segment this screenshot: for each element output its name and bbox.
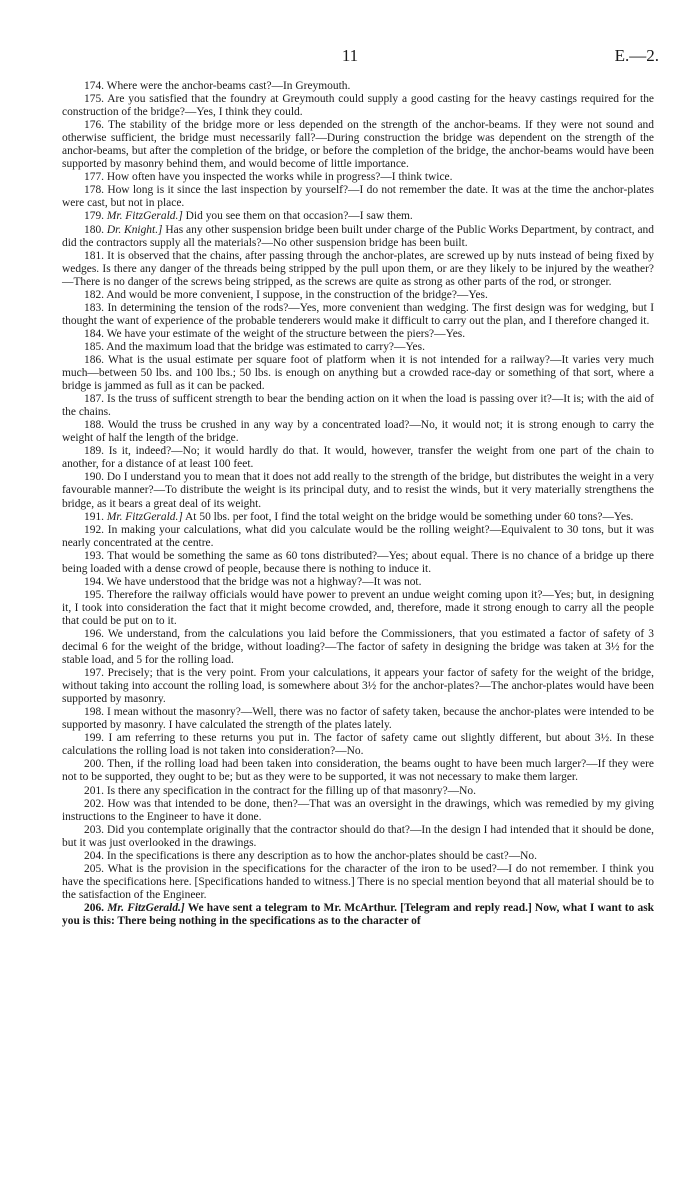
entry-number: 190. <box>84 471 105 484</box>
entry-number: 194. <box>84 575 105 588</box>
testimony-entry <box>62 341 654 354</box>
document-reference: E.—2. <box>614 46 659 65</box>
entry-text: Do I understand you to mean that it does not add really to the strength of the bridge, but distributes the weight in a very favourable manner?—To distribute the weight is its principal duty, and to resist the winds, but it very materially strengthens the bridge, as it bears a great deal of its weight. <box>62 471 654 510</box>
entry-number: 184. <box>84 327 105 340</box>
speaker-label: Mr. FitzGerald.] <box>107 901 185 914</box>
entry-number: 195. <box>84 588 105 601</box>
entry-number: 204. <box>84 849 105 862</box>
testimony-entry <box>62 667 654 706</box>
testimony-entry <box>62 393 654 419</box>
entry-text: The stability of the bridge more or less depended on the strength of the anchor-beams. If they were not sound and otherwise sufficient, the bridge must necessarily fall?—During construction the bridge was dependent on the strength of the anchor-beams, but after the completion of the bridge, or before the completion of the bridge, the anchor-beams would have been supported by masonry behind them, and would become of little importance. <box>62 119 654 171</box>
entry-number: 192. <box>84 523 105 536</box>
testimony-entry <box>62 628 654 667</box>
entry-text: And the maximum load that the bridge was estimated to carry?—Yes. <box>106 340 425 353</box>
testimony-entry <box>62 224 654 250</box>
entry-text: That would be something the same as 60 tons distributed?—Yes; about equal. There is no chance of a bridge up there being loaded with a dense crowd of people, because there is nothing to induce it. <box>62 549 654 575</box>
entry-number: 203. <box>84 823 105 836</box>
entry-number: 193. <box>84 549 105 562</box>
entry-number: 180. <box>84 223 105 236</box>
testimony-entry <box>62 850 654 863</box>
entry-number: 201. <box>84 784 105 797</box>
entry-number: 196. <box>84 627 105 640</box>
testimony-entry <box>62 419 654 445</box>
entry-text: What is the usual estimate per square foot of platform when it is not intended for a railway?—It varies very much much—between 50 lbs. and 100 lbs.; 50 lbs. is enough on anything but a crowded race-day or something of that sort, where a bridge is jammed as full as it can be packed. <box>62 353 655 393</box>
entry-number: 206. <box>84 901 105 914</box>
entry-text: How was that intended to be done, then?—That was an oversight in the drawings, which was remedied by my giving instructions to the Engineer to have it done. <box>62 797 655 823</box>
testimony-entry <box>62 119 654 171</box>
testimony-entry <box>62 302 654 328</box>
entry-text: How often have you inspected the works while in progress?—I think twice. <box>106 171 453 184</box>
speaker-label: Mr. FitzGerald.] <box>106 210 183 223</box>
entry-text: Is the truss of sufficent strength to bear the bending action on it when the load is passing over it?—It is; with the aid of the chains. <box>62 393 654 419</box>
entry-text: Is it, indeed?—No; it would hardly do that. It would, however, transfer the weight from one part of the chain to another, for a distance of at least 100 feet. <box>62 445 655 471</box>
testimony-entry <box>62 524 654 550</box>
entry-number: 198. <box>84 706 105 719</box>
entry-text: And would be more convenient, I suppose, in the construction of the bridge?—Yes. <box>106 288 488 301</box>
testimony-entry <box>62 289 654 302</box>
entry-text: Precisely; that is the very point. From your calculations, it appears your factor of safety for the weight of the bridge, without taking into account the rolling load, is somewhere about 3½ for the anchor-plates?—The anchor-plates would have been supported by masonry. <box>62 667 654 706</box>
entry-text: At 50 lbs. per foot, I find the total weight on the bridge would be something under 60 tons?—Yes. <box>185 510 634 523</box>
testimony-entry <box>62 589 654 628</box>
entry-number: 191. <box>84 510 105 523</box>
testimony-entry <box>62 902 654 928</box>
entry-number: 182. <box>84 288 105 301</box>
entry-text: We have sent a telegram to Mr. McArthur. [Telegram and reply read.] Now, what I want to ask you is this: There being nothing in the specifications as to the character of <box>62 901 655 927</box>
testimony-entry <box>62 210 654 223</box>
testimony-entry <box>62 576 654 589</box>
entry-text: Therefore the railway officials would have power to prevent an undue weight coming upon it?—Yes; but, in designing it, I took into consideration the fact that it might become crowded, and, therefore, made it strong enough to carry all the people that could be put on to it. <box>62 588 655 627</box>
entry-number: 189. <box>84 445 105 458</box>
entry-text: Would the truss be crushed in any way by a concentrated load?—No, it would not; it is strong enough to carry the weight of half the length of the bridge. <box>62 419 655 445</box>
entry-number: 188. <box>84 419 105 432</box>
entry-text: I mean without the masonry?—Well, there was no factor of safety taken, because the anchor-plates were intended to be supported by masonry. I have calculated the strength of the plates lately. <box>62 706 654 732</box>
entry-text: In making your calculations, what did you calculate would be the rolling weight?—Equivalent to 30 tons, but it was nearly concentrated at the centre. <box>62 523 655 549</box>
entry-text: How long is it since the last inspection by yourself?—I do not remember the date. It was at the time the anchor-plates were cast, but not in place. <box>62 184 654 210</box>
testimony-entry <box>62 706 654 732</box>
testimony-entry <box>62 550 654 576</box>
testimony-entry <box>62 250 654 289</box>
entry-number: 205. <box>84 862 105 875</box>
testimony-entry <box>62 785 654 798</box>
testimony-entry <box>62 93 654 119</box>
testimony-entry <box>62 758 654 784</box>
testimony-entry <box>62 80 654 93</box>
testimony-entry <box>62 511 654 524</box>
entry-number: 199. <box>84 732 105 745</box>
entry-text: Where were the anchor-beams cast?—In Greymouth. <box>106 80 351 92</box>
entry-text: We have understood that the bridge was not a highway?—It was not. <box>106 575 422 588</box>
entry-number: 200. <box>84 758 105 771</box>
entry-text: In determining the tension of the rods?—Yes, more convenient than wedging. The first design was for wedging, but I thought the want of experience of the probable tenderers would make it difficult to carry out the plan, and I therefore changed it. <box>62 301 655 327</box>
entry-number: 185. <box>84 340 105 353</box>
testimony-entry <box>62 354 654 393</box>
entry-number: 178. <box>84 184 105 197</box>
entry-number: 181. <box>84 249 105 262</box>
evidence-body <box>62 80 654 928</box>
entry-number: 176. <box>84 119 105 132</box>
entry-number: 174. <box>84 80 105 92</box>
testimony-entry <box>62 171 654 184</box>
entry-text: Did you contemplate originally that the contractor should do that?—In the design I had intended that it should be done, but it was just overlooked in the drawings. <box>62 823 655 849</box>
entry-number: 177. <box>84 171 105 184</box>
entry-number: 186. <box>84 353 105 366</box>
entry-text: It is observed that the chains, after passing through the anchor-plates, are screwed up by nuts instead of being fixed by wedges. Is there any danger of the threads being stripped by the pull upon them, or are they likely to be injured by the weather?—There is no danger of the screws being stripped, as the screws are quite as strong as other parts of the rod, or stronger. <box>62 249 654 288</box>
entry-text: Are you satisfied that the foundry at Greymouth could supply a good casting for the heavy castings required for the construction of the bridge?—Yes, I think they could. <box>62 93 655 119</box>
entry-text: Has any other suspension bridge been built under charge of the Public Works Department, by contract, and did the contractors supply all the materials?—No other suspension bridge has been built. <box>62 223 654 249</box>
testimony-entry <box>62 863 654 902</box>
entry-text: We have your estimate of the weight of the structure between the piers?—Yes. <box>106 327 466 340</box>
entry-text: We understand, from the calculations you laid before the Commissioners, that you estimated a factor of safety of 3 decimal 6 for the weight of the bridge, without loading?—The factor of safety in designing the bridge was taken at 3½ for the stable load, and 5 for the rolling load. <box>62 627 655 667</box>
entry-number: 197. <box>84 667 105 680</box>
entry-number: 183. <box>84 301 105 314</box>
entry-number: 179. <box>84 210 105 223</box>
entry-text: What is the provision in the specifications for the character of the iron to be used?—I do not remember. I think you have the specifications here. [Specifications handed to witness.] There is no special mention beyond that all material should be to the satisfaction of the Engineer. <box>62 862 655 901</box>
entry-number: 175. <box>84 93 105 106</box>
page-number: 11 <box>341 46 359 65</box>
testimony-entry <box>62 732 654 758</box>
testimony-entry <box>62 184 654 210</box>
testimony-entry <box>62 328 654 341</box>
entry-text: In the specifications is there any description as to how the anchor-plates should be cast?—No. <box>106 849 538 862</box>
entry-number: 202. <box>84 797 105 810</box>
testimony-entry <box>62 445 654 471</box>
speaker-label: Dr. Knight.] <box>106 223 163 236</box>
speaker-label: Mr. FitzGerald.] <box>106 510 183 523</box>
entry-text: Did you see them on that occasion?—I saw them. <box>185 210 413 223</box>
testimony-entry <box>62 824 654 850</box>
entry-text: Then, if the rolling load had been taken into consideration, the beams ought to have been much larger?—If they were not to be supported, they ought to be; but as they were to be supported, it was not necessary to make them larger. <box>62 758 655 784</box>
testimony-entry <box>62 798 654 824</box>
entry-text: Is there any specification in the contract for the filling up of that masonry?—No. <box>106 784 476 797</box>
testimony-entry <box>62 471 654 510</box>
page-header <box>0 46 700 70</box>
entry-text: I am referring to these returns you put in. The factor of safety came out slightly different, but about 3½. In these calculations the rolling load is not taken into consideration?—No. <box>62 732 655 758</box>
entry-number: 187. <box>84 393 105 406</box>
